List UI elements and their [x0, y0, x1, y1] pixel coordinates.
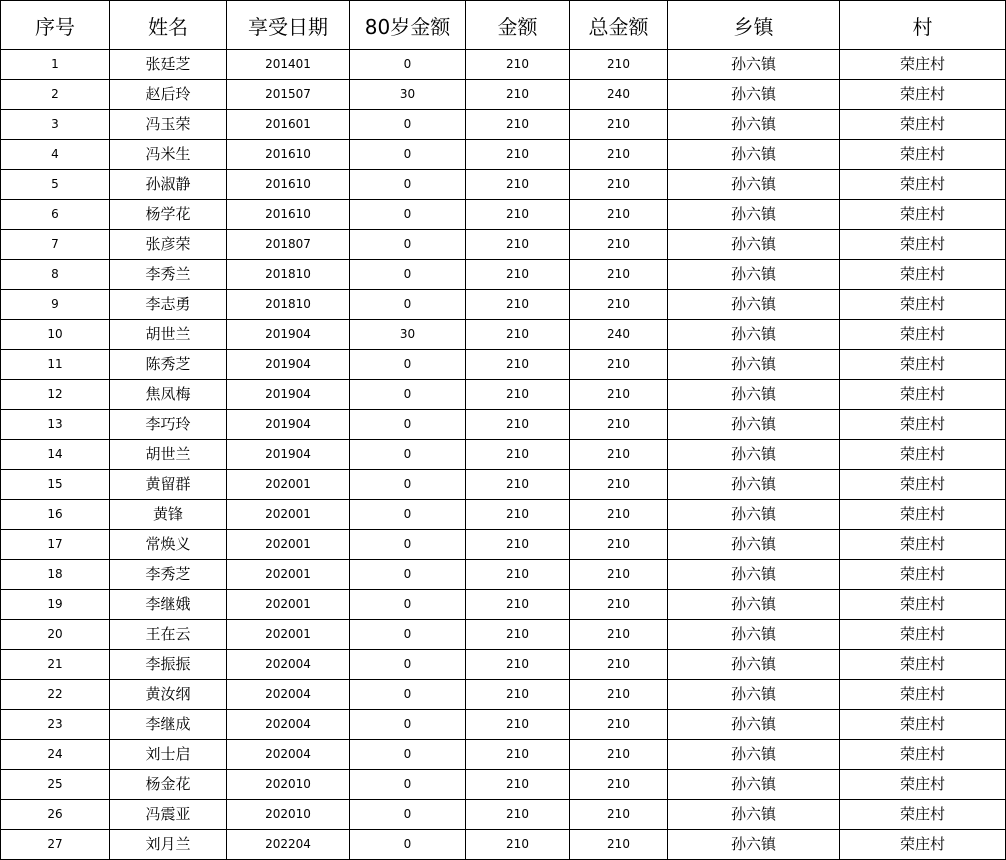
cell-80-amount: 0 [350, 410, 466, 440]
cell-index: 6 [1, 200, 110, 230]
table-row [1, 650, 1006, 680]
cell-name: 李继成 [110, 710, 227, 740]
cell-total-amount: 210 [570, 530, 668, 560]
cell-start-date: 201610 [227, 200, 350, 230]
cell-amount: 210 [466, 80, 570, 110]
table-row [1, 530, 1006, 560]
cell-name: 杨学花 [110, 200, 227, 230]
cell-village: 荣庄村 [840, 200, 1006, 230]
header-total-amount: 总金额 [570, 1, 668, 50]
cell-total-amount: 240 [570, 320, 668, 350]
cell-index: 4 [1, 140, 110, 170]
cell-total-amount: 210 [570, 650, 668, 680]
cell-amount: 210 [466, 380, 570, 410]
cell-name: 杨金花 [110, 770, 227, 800]
cell-total-amount: 210 [570, 590, 668, 620]
cell-township: 孙六镇 [668, 440, 840, 470]
cell-name: 黄汝纲 [110, 680, 227, 710]
cell-total-amount: 210 [570, 380, 668, 410]
cell-name: 赵后玲 [110, 80, 227, 110]
cell-township: 孙六镇 [668, 560, 840, 590]
cell-name: 李志勇 [110, 290, 227, 320]
cell-name: 李巧玲 [110, 410, 227, 440]
cell-start-date: 201507 [227, 80, 350, 110]
cell-township: 孙六镇 [668, 110, 840, 140]
cell-amount: 210 [466, 770, 570, 800]
cell-township: 孙六镇 [668, 170, 840, 200]
cell-total-amount: 210 [570, 470, 668, 500]
cell-index: 7 [1, 230, 110, 260]
cell-start-date: 202001 [227, 590, 350, 620]
cell-village: 荣庄村 [840, 80, 1006, 110]
cell-start-date: 202001 [227, 530, 350, 560]
cell-township: 孙六镇 [668, 410, 840, 440]
table-row [1, 110, 1006, 140]
cell-name: 冯米生 [110, 140, 227, 170]
cell-name: 冯震亚 [110, 800, 227, 830]
cell-township: 孙六镇 [668, 320, 840, 350]
cell-total-amount: 210 [570, 620, 668, 650]
cell-name: 张廷芝 [110, 50, 227, 80]
cell-total-amount: 210 [570, 500, 668, 530]
cell-village: 荣庄村 [840, 830, 1006, 860]
cell-amount: 210 [466, 50, 570, 80]
cell-name: 王在云 [110, 620, 227, 650]
cell-village: 荣庄村 [840, 800, 1006, 830]
cell-township: 孙六镇 [668, 140, 840, 170]
cell-total-amount: 210 [570, 770, 668, 800]
cell-amount: 210 [466, 710, 570, 740]
table-row [1, 800, 1006, 830]
cell-township: 孙六镇 [668, 770, 840, 800]
cell-township: 孙六镇 [668, 620, 840, 650]
cell-index: 15 [1, 470, 110, 500]
cell-name: 刘月兰 [110, 830, 227, 860]
table-row [1, 260, 1006, 290]
cell-index: 22 [1, 680, 110, 710]
cell-village: 荣庄村 [840, 50, 1006, 80]
cell-80-amount: 30 [350, 320, 466, 350]
table-row [1, 680, 1006, 710]
cell-township: 孙六镇 [668, 80, 840, 110]
cell-total-amount: 210 [570, 800, 668, 830]
header-80-amount: 80岁金额 [350, 1, 466, 50]
cell-village: 荣庄村 [840, 710, 1006, 740]
cell-village: 荣庄村 [840, 170, 1006, 200]
cell-village: 荣庄村 [840, 320, 1006, 350]
cell-total-amount: 210 [570, 830, 668, 860]
cell-start-date: 201904 [227, 380, 350, 410]
cell-index: 2 [1, 80, 110, 110]
cell-village: 荣庄村 [840, 350, 1006, 380]
cell-index: 23 [1, 710, 110, 740]
cell-township: 孙六镇 [668, 800, 840, 830]
table-row [1, 830, 1006, 860]
cell-amount: 210 [466, 620, 570, 650]
cell-township: 孙六镇 [668, 650, 840, 680]
cell-index: 21 [1, 650, 110, 680]
table-row [1, 710, 1006, 740]
cell-total-amount: 210 [570, 680, 668, 710]
cell-index: 5 [1, 170, 110, 200]
cell-village: 荣庄村 [840, 560, 1006, 590]
table-row [1, 290, 1006, 320]
cell-start-date: 201904 [227, 350, 350, 380]
cell-township: 孙六镇 [668, 380, 840, 410]
cell-80-amount: 30 [350, 80, 466, 110]
cell-start-date: 202010 [227, 770, 350, 800]
table-row [1, 560, 1006, 590]
cell-start-date: 201610 [227, 140, 350, 170]
cell-township: 孙六镇 [668, 530, 840, 560]
cell-80-amount: 0 [350, 200, 466, 230]
cell-start-date: 201904 [227, 320, 350, 350]
cell-start-date: 202004 [227, 650, 350, 680]
table-row [1, 170, 1006, 200]
cell-start-date: 201810 [227, 290, 350, 320]
cell-index: 18 [1, 560, 110, 590]
cell-index: 8 [1, 260, 110, 290]
cell-80-amount: 0 [350, 770, 466, 800]
cell-80-amount: 0 [350, 560, 466, 590]
cell-total-amount: 210 [570, 560, 668, 590]
cell-name: 冯玉荣 [110, 110, 227, 140]
table-row [1, 500, 1006, 530]
table-row [1, 740, 1006, 770]
cell-township: 孙六镇 [668, 50, 840, 80]
cell-amount: 210 [466, 260, 570, 290]
cell-start-date: 202001 [227, 500, 350, 530]
cell-township: 孙六镇 [668, 680, 840, 710]
cell-name: 李秀芝 [110, 560, 227, 590]
header-row [1, 1, 1006, 50]
cell-name: 李秀兰 [110, 260, 227, 290]
cell-index: 3 [1, 110, 110, 140]
table-row [1, 590, 1006, 620]
cell-start-date: 202010 [227, 800, 350, 830]
cell-township: 孙六镇 [668, 290, 840, 320]
cell-80-amount: 0 [350, 800, 466, 830]
cell-amount: 210 [466, 140, 570, 170]
cell-township: 孙六镇 [668, 470, 840, 500]
cell-township: 孙六镇 [668, 710, 840, 740]
table-row [1, 350, 1006, 380]
cell-village: 荣庄村 [840, 230, 1006, 260]
table-row [1, 230, 1006, 260]
cell-amount: 210 [466, 350, 570, 380]
cell-village: 荣庄村 [840, 260, 1006, 290]
table-row [1, 440, 1006, 470]
table-body [1, 50, 1006, 860]
cell-amount: 210 [466, 110, 570, 140]
cell-amount: 210 [466, 170, 570, 200]
cell-index: 17 [1, 530, 110, 560]
cell-start-date: 201810 [227, 260, 350, 290]
cell-total-amount: 210 [570, 260, 668, 290]
cell-amount: 210 [466, 200, 570, 230]
cell-name: 孙淑静 [110, 170, 227, 200]
cell-start-date: 202004 [227, 710, 350, 740]
cell-village: 荣庄村 [840, 650, 1006, 680]
cell-start-date: 201601 [227, 110, 350, 140]
cell-start-date: 201904 [227, 410, 350, 440]
table-header [1, 1, 1006, 50]
header-village: 村 [840, 1, 1006, 50]
cell-index: 10 [1, 320, 110, 350]
cell-total-amount: 210 [570, 740, 668, 770]
header-amount: 金额 [466, 1, 570, 50]
cell-index: 14 [1, 440, 110, 470]
cell-start-date: 201401 [227, 50, 350, 80]
cell-amount: 210 [466, 650, 570, 680]
table-row [1, 470, 1006, 500]
cell-80-amount: 0 [350, 230, 466, 260]
table-row [1, 410, 1006, 440]
cell-start-date: 201610 [227, 170, 350, 200]
cell-total-amount: 210 [570, 350, 668, 380]
cell-village: 荣庄村 [840, 680, 1006, 710]
cell-village: 荣庄村 [840, 740, 1006, 770]
cell-start-date: 201807 [227, 230, 350, 260]
cell-township: 孙六镇 [668, 830, 840, 860]
table-row [1, 380, 1006, 410]
table-row [1, 620, 1006, 650]
cell-amount: 210 [466, 530, 570, 560]
cell-total-amount: 210 [570, 710, 668, 740]
cell-village: 荣庄村 [840, 380, 1006, 410]
cell-80-amount: 0 [350, 500, 466, 530]
cell-index: 1 [1, 50, 110, 80]
cell-80-amount: 0 [350, 590, 466, 620]
cell-total-amount: 210 [570, 200, 668, 230]
cell-village: 荣庄村 [840, 590, 1006, 620]
cell-name: 常焕义 [110, 530, 227, 560]
cell-name: 黄留群 [110, 470, 227, 500]
header-start-date: 享受日期 [227, 1, 350, 50]
cell-80-amount: 0 [350, 530, 466, 560]
cell-village: 荣庄村 [840, 110, 1006, 140]
cell-village: 荣庄村 [840, 770, 1006, 800]
table-row [1, 320, 1006, 350]
cell-80-amount: 0 [350, 710, 466, 740]
cell-80-amount: 0 [350, 470, 466, 500]
table-row [1, 770, 1006, 800]
cell-total-amount: 210 [570, 170, 668, 200]
cell-name: 胡世兰 [110, 440, 227, 470]
cell-start-date: 202001 [227, 560, 350, 590]
cell-80-amount: 0 [350, 440, 466, 470]
cell-village: 荣庄村 [840, 440, 1006, 470]
cell-80-amount: 0 [350, 290, 466, 320]
cell-80-amount: 0 [350, 140, 466, 170]
cell-80-amount: 0 [350, 620, 466, 650]
cell-total-amount: 210 [570, 140, 668, 170]
cell-total-amount: 210 [570, 440, 668, 470]
cell-name: 胡世兰 [110, 320, 227, 350]
cell-80-amount: 0 [350, 350, 466, 380]
cell-80-amount: 0 [350, 50, 466, 80]
cell-amount: 210 [466, 290, 570, 320]
cell-80-amount: 0 [350, 680, 466, 710]
cell-amount: 210 [466, 800, 570, 830]
cell-80-amount: 0 [350, 110, 466, 140]
cell-amount: 210 [466, 320, 570, 350]
header-index: 序号 [1, 1, 110, 50]
cell-index: 12 [1, 380, 110, 410]
cell-80-amount: 0 [350, 260, 466, 290]
cell-village: 荣庄村 [840, 290, 1006, 320]
cell-village: 荣庄村 [840, 620, 1006, 650]
cell-name: 焦凤梅 [110, 380, 227, 410]
cell-total-amount: 240 [570, 80, 668, 110]
cell-index: 27 [1, 830, 110, 860]
cell-index: 16 [1, 500, 110, 530]
cell-index: 9 [1, 290, 110, 320]
cell-amount: 210 [466, 230, 570, 260]
cell-index: 24 [1, 740, 110, 770]
cell-index: 13 [1, 410, 110, 440]
cell-name: 张彦荣 [110, 230, 227, 260]
cell-township: 孙六镇 [668, 740, 840, 770]
header-township: 乡镇 [668, 1, 840, 50]
cell-name: 李继娥 [110, 590, 227, 620]
cell-start-date: 202001 [227, 470, 350, 500]
cell-index: 11 [1, 350, 110, 380]
table-row [1, 200, 1006, 230]
cell-start-date: 202001 [227, 620, 350, 650]
cell-start-date: 202204 [227, 830, 350, 860]
cell-township: 孙六镇 [668, 230, 840, 260]
cell-80-amount: 0 [350, 830, 466, 860]
cell-village: 荣庄村 [840, 140, 1006, 170]
cell-amount: 210 [466, 590, 570, 620]
cell-amount: 210 [466, 830, 570, 860]
cell-name: 陈秀芝 [110, 350, 227, 380]
cell-start-date: 202004 [227, 680, 350, 710]
header-name: 姓名 [110, 1, 227, 50]
cell-township: 孙六镇 [668, 200, 840, 230]
cell-amount: 210 [466, 740, 570, 770]
cell-amount: 210 [466, 500, 570, 530]
table-row [1, 50, 1006, 80]
cell-township: 孙六镇 [668, 350, 840, 380]
cell-80-amount: 0 [350, 170, 466, 200]
cell-80-amount: 0 [350, 740, 466, 770]
cell-total-amount: 210 [570, 410, 668, 440]
cell-total-amount: 210 [570, 290, 668, 320]
cell-amount: 210 [466, 470, 570, 500]
table-row [1, 80, 1006, 110]
cell-name: 李振振 [110, 650, 227, 680]
cell-name: 黄锋 [110, 500, 227, 530]
cell-amount: 210 [466, 560, 570, 590]
table-row [1, 140, 1006, 170]
cell-index: 26 [1, 800, 110, 830]
cell-80-amount: 0 [350, 650, 466, 680]
cell-total-amount: 210 [570, 110, 668, 140]
cell-village: 荣庄村 [840, 470, 1006, 500]
cell-amount: 210 [466, 440, 570, 470]
cell-village: 荣庄村 [840, 410, 1006, 440]
cell-township: 孙六镇 [668, 500, 840, 530]
cell-township: 孙六镇 [668, 260, 840, 290]
cell-village: 荣庄村 [840, 500, 1006, 530]
cell-amount: 210 [466, 680, 570, 710]
cell-start-date: 201904 [227, 440, 350, 470]
cell-80-amount: 0 [350, 380, 466, 410]
cell-village: 荣庄村 [840, 530, 1006, 560]
cell-amount: 210 [466, 410, 570, 440]
cell-start-date: 202004 [227, 740, 350, 770]
cell-township: 孙六镇 [668, 590, 840, 620]
cell-index: 19 [1, 590, 110, 620]
cell-index: 20 [1, 620, 110, 650]
cell-name: 刘士启 [110, 740, 227, 770]
cell-total-amount: 210 [570, 230, 668, 260]
cell-total-amount: 210 [570, 50, 668, 80]
cell-index: 25 [1, 770, 110, 800]
